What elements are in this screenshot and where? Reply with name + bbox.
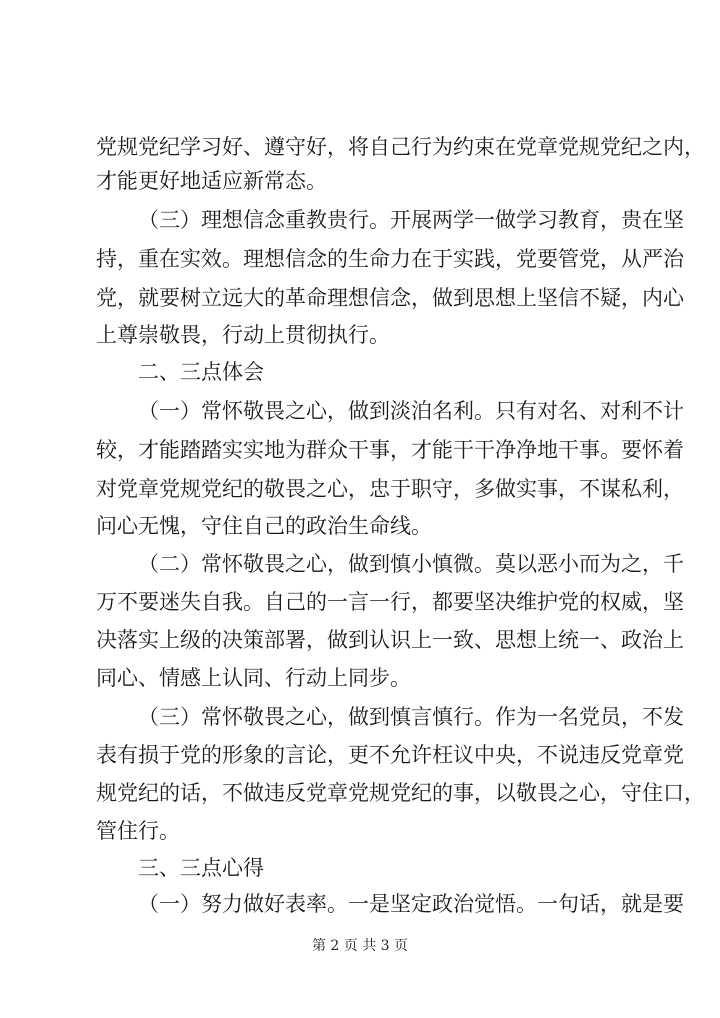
- page-number-footer: 第 2 页 共 3 页: [311, 938, 409, 954]
- text-line: （二）常怀敬畏之心，做到慎小慎微。莫以恶小而为之，千: [138, 552, 684, 576]
- text-line: 决落实上级的决策部署，做到认识上一致、思想上统一、政治上: [96, 628, 684, 652]
- text-line: 上尊崇敬畏，行动上贯彻执行。: [96, 323, 390, 347]
- text-line: 问心无愧，守住自己的政治生命线。: [96, 514, 432, 538]
- text-line: 对党章党规党纪的敬畏之心，忠于职守，多做实事，不谋私利，: [96, 477, 684, 501]
- text-line: 党规党纪学习好、遵守好，将自己行为约束在党章党规党纪之内，: [96, 135, 705, 159]
- text-line: （三）常怀敬畏之心，做到慎言慎行。作为一名党员，不发: [138, 705, 684, 729]
- text-line: 党，就要树立远大的革命理想信念，做到思想上坚信不疑，内心: [96, 286, 684, 310]
- text-line: 万不要迷失自我。自己的一言一行，都要坚决维护党的权威，坚: [96, 590, 684, 614]
- text-line: 持，重在实效。理想信念的生命力在于实践，党要管党，从严治: [96, 247, 684, 271]
- text-line: 才能更好地适应新常态。: [96, 169, 327, 193]
- text-line: （三）理想信念重教贵行。开展两学一做学习教育，贵在坚: [138, 208, 684, 232]
- text-line: 管住行。: [96, 819, 180, 843]
- text-line: 表有损于党的形象的言论，更不允许枉议中央，不说违反党章党: [96, 743, 684, 767]
- section-heading: 二、三点体会: [138, 360, 264, 384]
- section-heading: 三、三点心得: [138, 856, 264, 880]
- text-line: 同心、情感上认同、行动上同步。: [96, 666, 411, 690]
- text-line: （一）努力做好表率。一是坚定政治觉悟。一句话，就是要: [138, 892, 684, 916]
- text-line: 较，才能踏踏实实地为群众干事，才能干干净净地干事。要怀着: [96, 438, 684, 462]
- text-line: 规党纪的话，不做违反党章党规党纪的事，以敬畏之心，守住口，: [96, 781, 705, 805]
- text-line: （一）常怀敬畏之心，做到淡泊名利。只有对名、对利不计: [138, 399, 684, 423]
